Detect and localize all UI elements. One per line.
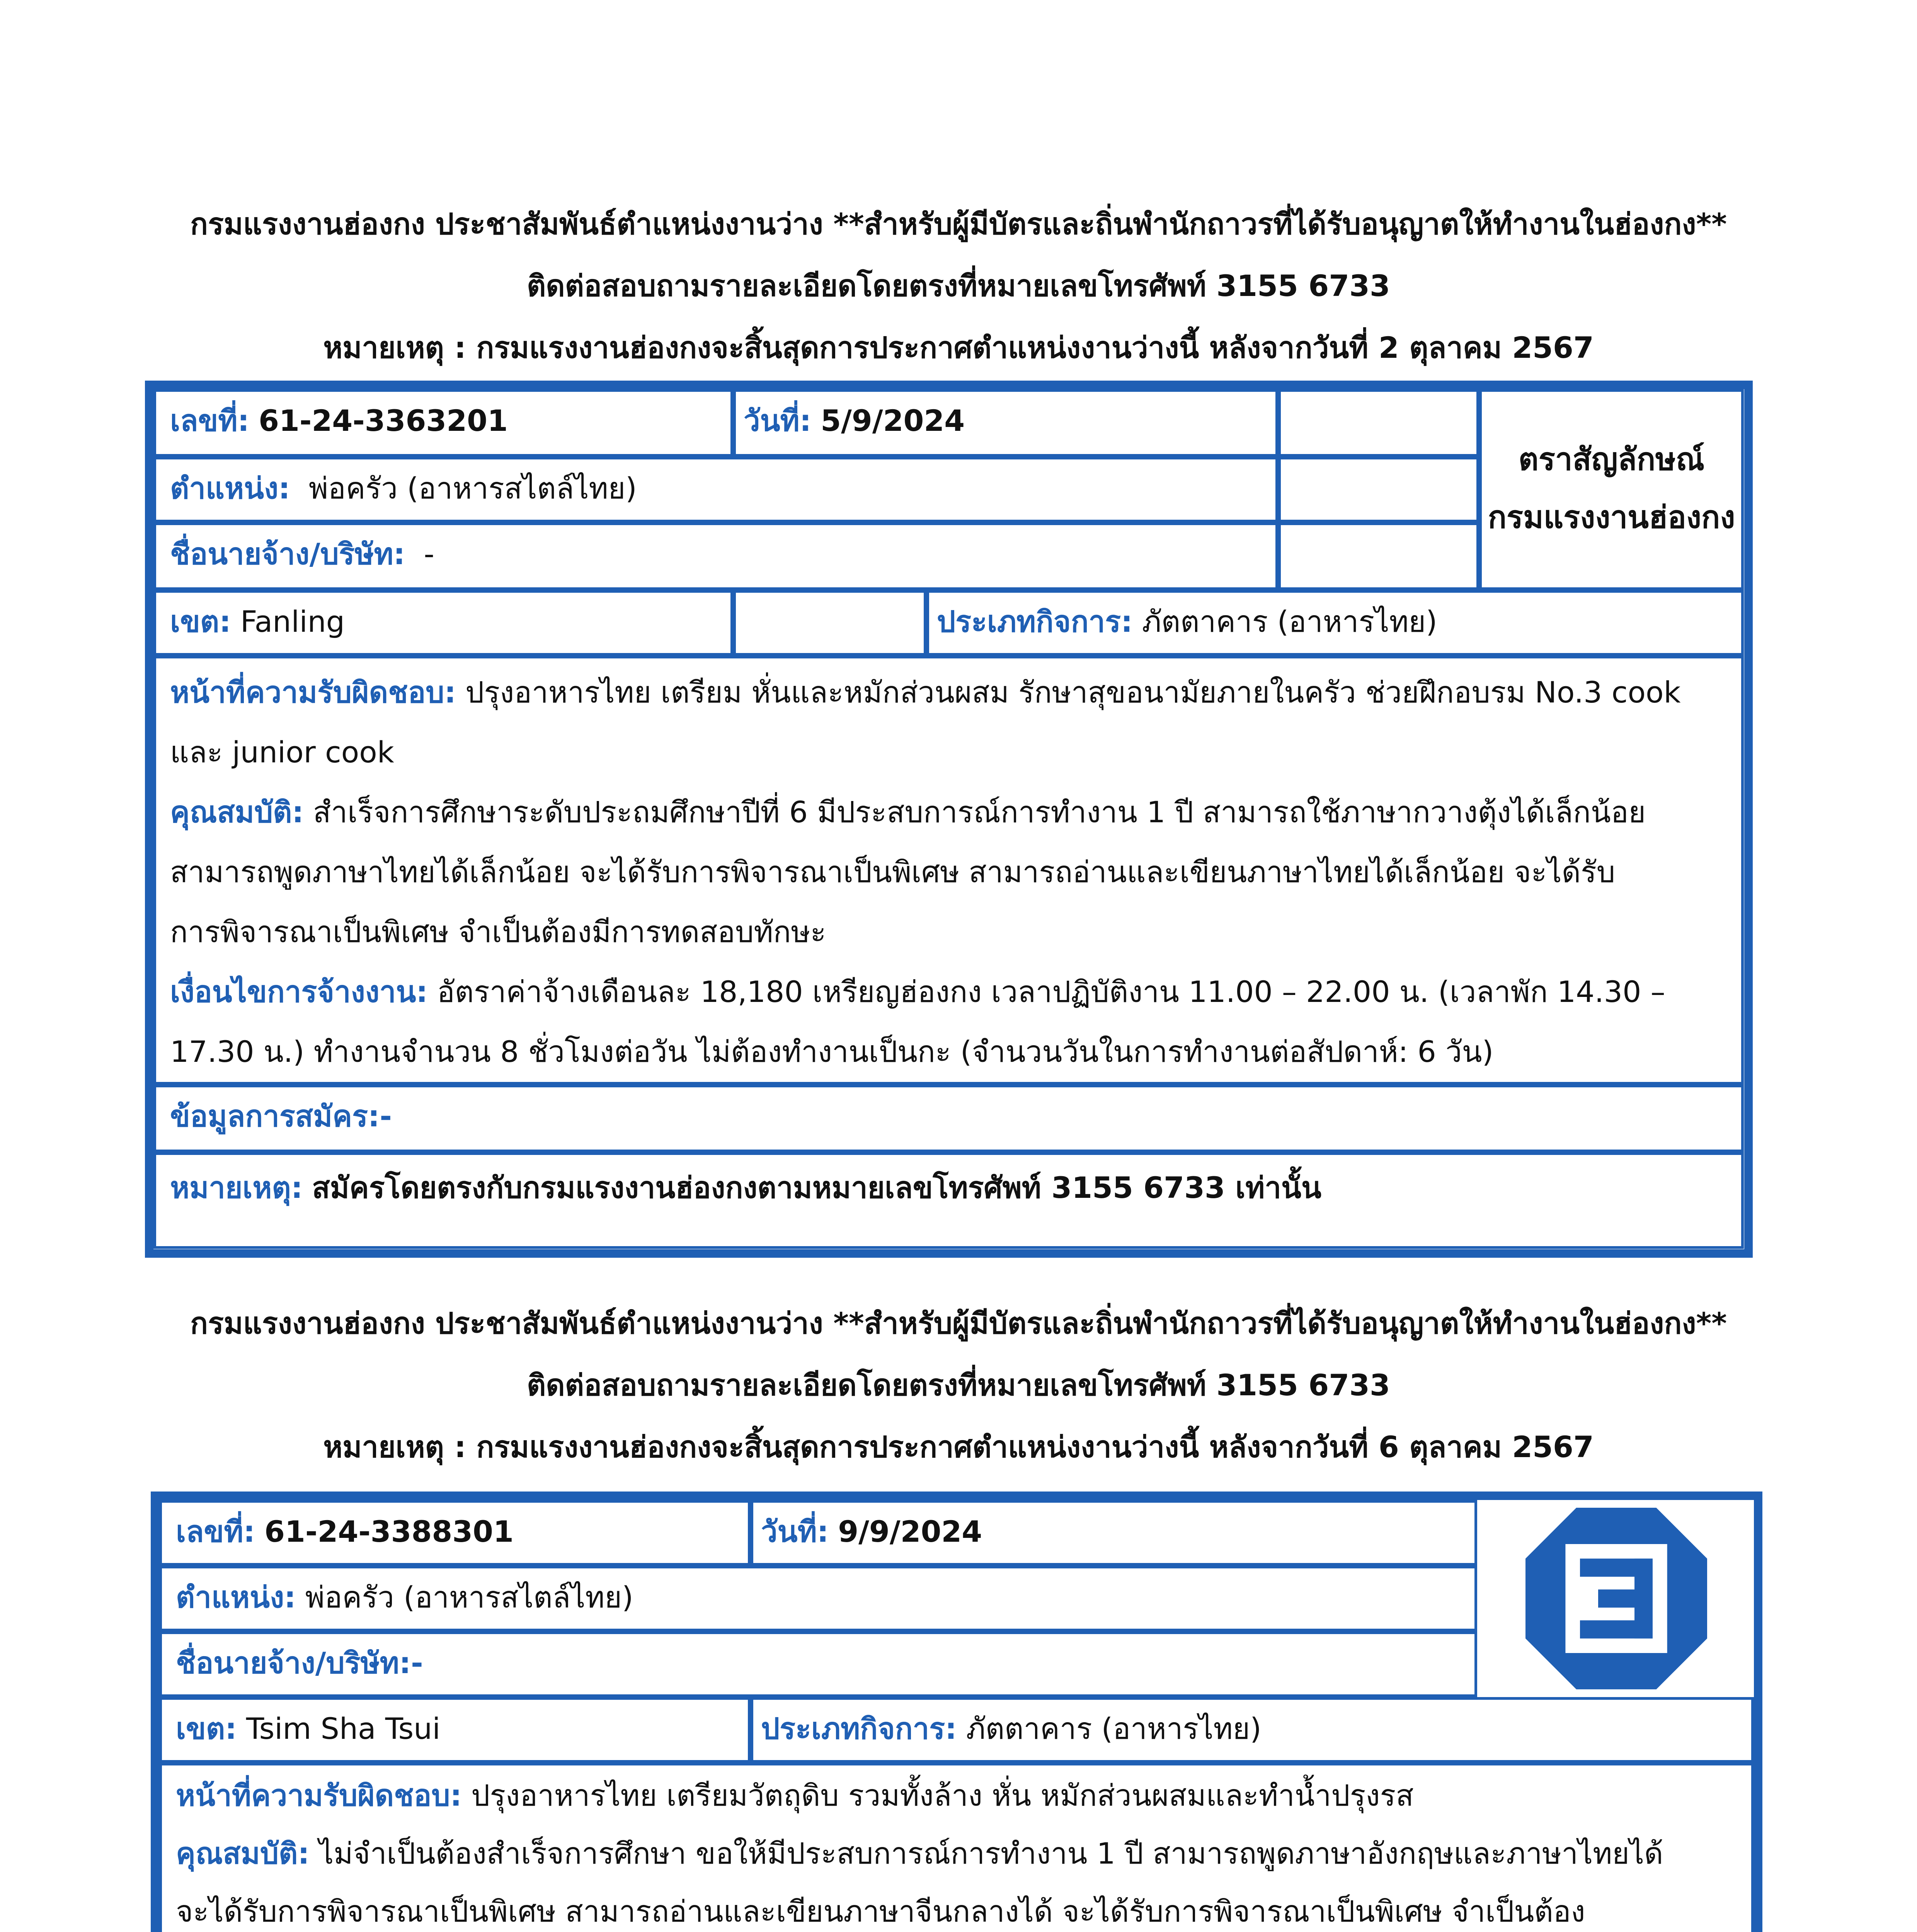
notice2-qual-value-1: ไม่จำเป็นต้องสำเร็จการศึกษา ขอให้มีประสบการณ์การทำงาน 1 ปี สามารถพูดภาษาอังกฤษและภาษาไทยได้ (319, 1836, 1663, 1871)
hk-labour-department-logo-icon (1525, 1508, 1707, 1689)
notice2-business-label: ประเภทกิจการ: (761, 1711, 957, 1746)
notice2-details-block (159, 1763, 1754, 1932)
notice1-blank-cell-1 (1278, 389, 1479, 457)
notice2-date-cell (751, 1500, 1477, 1566)
notice1-apply-cell (153, 1085, 1744, 1152)
notice1-district-label: เขต: (170, 604, 231, 639)
notice1-emblem-line1: ตราสัญลักษณ์ (1518, 441, 1705, 477)
notice2-card (151, 1492, 1762, 1932)
notice1-business-label: ประเภทกิจการ: (937, 604, 1133, 639)
notice1-blank-cell-3 (1278, 522, 1479, 590)
notice2-position-label: ตำแหน่ง: (176, 1580, 296, 1614)
notice2-number-label: เลขที่: (176, 1514, 255, 1549)
notice1-header-line1: กรมแรงงานฮ่องกง ประชาสัมพันธ์ตำแหน่งงานว่าง **สำหรับผู้มีบัตรและถิ่นพำนักถาวรที่ได้รับอนุญาตให้ทำงานในฮ่องกง** (190, 207, 1727, 241)
notice1-emblem-line2: กรมแรงงานฮ่องกง (1488, 499, 1735, 535)
notice1-terms-label: เงื่อนไขการจ้างงาน: (170, 975, 428, 1009)
notice2-header-line3: หมายเหตุ : กรมแรงงานฮ่องกงจะสิ้นสุดการประกาศตำแหน่งงานว่างนี้ หลังจากวันที่ 6 ตุลาคม 2567 (323, 1430, 1594, 1464)
notice1-date-value: 5/9/2024 (821, 403, 965, 438)
notice1-employer-value: - (424, 537, 434, 571)
notice2-employer-label: ชื่อนายจ้าง/บริษัท:- (176, 1646, 423, 1680)
notice1-apply-label: ข้อมูลการสมัคร:- (170, 1099, 392, 1133)
notice1-qual-value-3: การพิจารณาเป็นพิเศษ จำเป็นต้องมีการทดสอบทักษะ (170, 915, 826, 949)
notice2-date-label: วันที่: (761, 1514, 829, 1549)
notice1-details-block (153, 656, 1744, 1085)
notice1-header-line2: ติดต่อสอบถามรายละเอียดโดยตรงที่หมายเลขโทรศัพท์ 3155 6733 (527, 269, 1390, 303)
notice2-header (0, 1293, 1917, 1478)
notice1-blank-cell-4 (733, 590, 926, 656)
notice2-qual-label: คุณสมบัติ: (176, 1836, 310, 1871)
notice1-date-label: วันที่: (744, 403, 812, 438)
notice1-note-cell (153, 1152, 1744, 1249)
notice1-qual-value-2: สามารถพูดภาษาไทยได้เล็กน้อย จะได้รับการพิจารณาเป็นพิเศษ สามารถอ่านและเขียนภาษาไทยได้เล็กน้อย จะได้รับ (170, 855, 1616, 889)
notice2-business-cell (751, 1697, 1754, 1763)
notice2-date-value: 9/9/2024 (838, 1514, 982, 1549)
notice1-number-value: 61-24-3363201 (259, 403, 508, 438)
notice1-note-value: สมัครโดยตรงกับกรมแรงงานฮ่องกงตามหมายเลขโทรศัพท์ 3155 6733 เท่านั้น (312, 1170, 1321, 1205)
notice1-note-label: หมายเหตุ: (170, 1170, 303, 1205)
notice1-district-value: Fanling (240, 604, 345, 639)
notice1-emblem-cell (1479, 389, 1744, 590)
notice1-number-cell (153, 389, 733, 457)
notice2-number-value: 61-24-3388301 (264, 1514, 514, 1549)
notice2-logo-area (1477, 1500, 1754, 1697)
notice2-duties-value-1: ปรุงอาหารไทย เตรียมวัตถุดิบ รวมทั้งล้าง หั่น หมักส่วนผสมและทำน้ำปรุงรส (471, 1778, 1414, 1813)
notice1-terms-value-1: อัตราค่าจ้างเดือนละ 18,180 เหรียญฮ่องกง เวลาปฏิบัติงาน 11.00 – 22.00 น. (เวลาพัก 14.30 – (437, 975, 1665, 1009)
notice1-business-value: ภัตตาคาร (อาหารไทย) (1142, 604, 1437, 639)
notice1-qual-value-1: สำเร็จการศึกษาระดับประถมศึกษาปีที่ 6 มีประสบการณ์การทำงาน 1 ปี สามารถใช้ภาษากวางตุ้งได้เล็กน้อย (313, 795, 1646, 829)
notice1-position-cell (153, 457, 1278, 522)
notice2-district-value: Tsim Sha Tsui (246, 1711, 441, 1746)
notice1-duties-value-1: ปรุงอาหารไทย เตรียม หั่นและหมักส่วนผสม รักษาสุขอนามัยภายในครัว ช่วยฝึกอบรม No.3 cook (465, 675, 1681, 709)
notice2-qual-value-2: จะได้รับการพิจารณาเป็นพิเศษ สามารถอ่านและเขียนภาษาจีนกลางได้ จะได้รับการพิจารณาเป็นพิเศษ จำเป็นต้อง (176, 1894, 1585, 1929)
notice2-duties-label: หน้าที่ความรับผิดชอบ: (176, 1778, 462, 1813)
notice2-header-line2: ติดต่อสอบถามรายละเอียดโดยตรงที่หมายเลขโทรศัพท์ 3155 6733 (527, 1368, 1390, 1402)
notice1-date-cell (733, 389, 1278, 457)
notice2-employer-cell (159, 1631, 1477, 1697)
notice1-duties-value-2: และ junior cook (170, 735, 394, 769)
notice1-terms-value-2: 17.30 น.) ทำงานจำนวน 8 ชั่วโมงต่อวัน ไม่ต้องทำงานเป็นกะ (จำนวนวันในการทำงานต่อสัปดาห์: 6 วัน) (170, 1034, 1494, 1069)
notice1-blank-cell-2 (1278, 457, 1479, 522)
notice1-position-label: ตำแหน่ง: (170, 471, 290, 505)
notice1-employer-label: ชื่อนายจ้าง/บริษัท: (170, 537, 405, 571)
notice2-header-line1: กรมแรงงานฮ่องกง ประชาสัมพันธ์ตำแหน่งงานว่าง **สำหรับผู้มีบัตรและถิ่นพำนักถาวรที่ได้รับอนุญาตให้ทำงานในฮ่องกง** (190, 1306, 1727, 1340)
notice1-number-label: เลขที่: (170, 403, 249, 438)
notice1-district-cell (153, 590, 733, 656)
notice2-business-value: ภัตตาคาร (อาหารไทย) (966, 1711, 1262, 1746)
notice1-header (0, 193, 1917, 379)
notice1-card (145, 381, 1753, 1258)
notice1-position-value: พ่อครัว (อาหารสไตล์ไทย) (308, 471, 637, 505)
notice2-district-cell (159, 1697, 751, 1763)
notice2-district-label: เขต: (176, 1711, 237, 1746)
notice1-qual-label: คุณสมบัติ: (170, 795, 304, 829)
notice1-employer-cell (153, 522, 1278, 590)
notice1-header-line3: หมายเหตุ : กรมแรงงานฮ่องกงจะสิ้นสุดการประกาศตำแหน่งงานว่างนี้ หลังจากวันที่ 2 ตุลาคม 2567 (323, 330, 1594, 365)
notice1-business-cell (926, 590, 1744, 656)
notice2-position-cell (159, 1566, 1477, 1631)
notice1-duties-label: หน้าที่ความรับผิดชอบ: (170, 675, 456, 709)
notice2-position-value: พ่อครัว (อาหารสไตล์ไทย) (305, 1580, 633, 1614)
notice2-number-cell (159, 1500, 751, 1566)
